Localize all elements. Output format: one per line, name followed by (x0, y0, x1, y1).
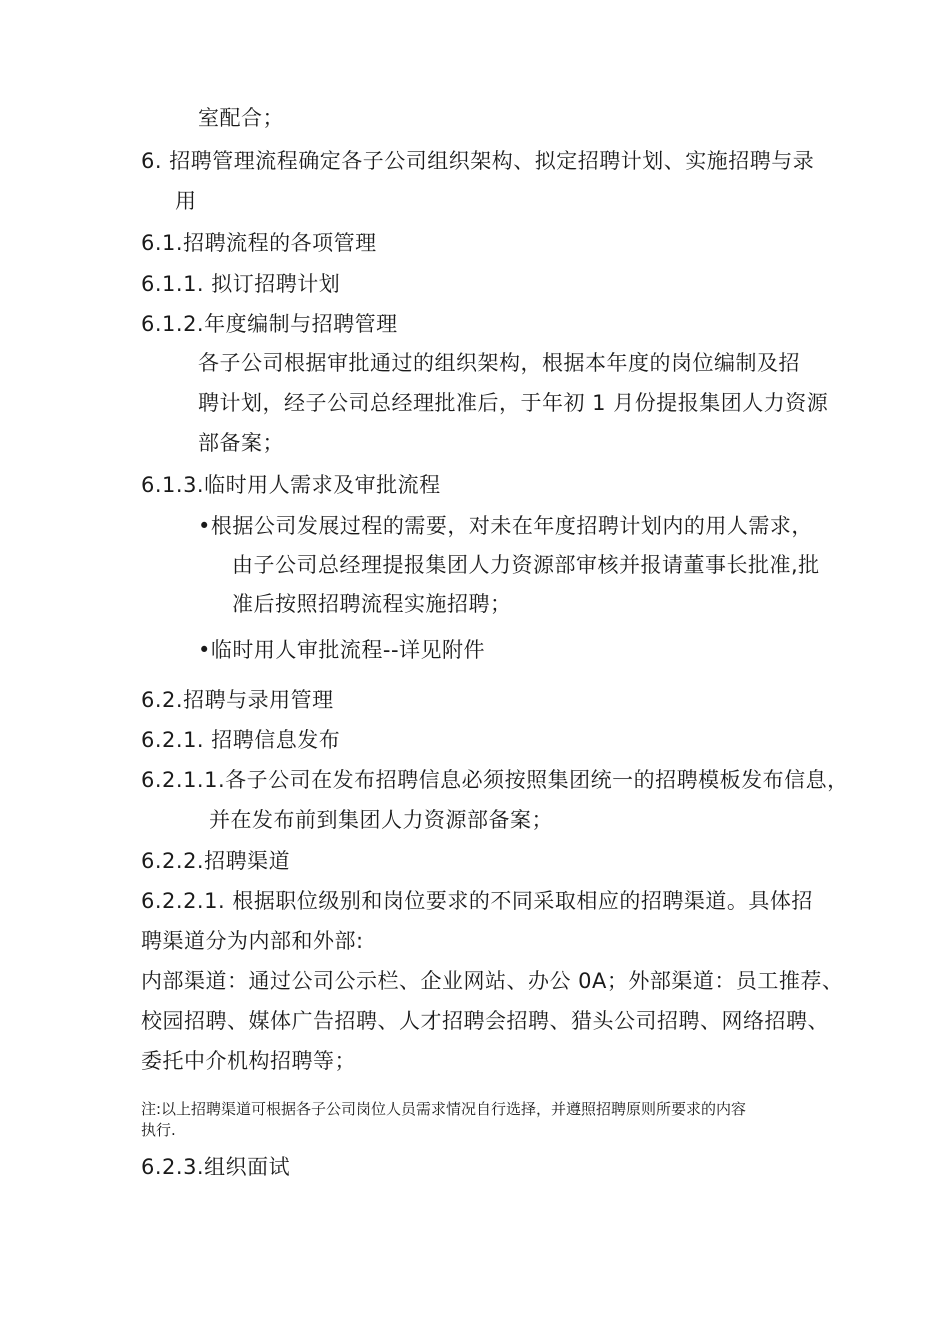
text-line: 6.2.1.1.各子公司在发布招聘信息必须按照集团统一的招聘模板发布信息， (141, 768, 849, 792)
section-heading: 6.2.3.组织面试 (141, 1155, 291, 1179)
text-line: 各子公司根据审批通过的组织架构，根据本年度的岗位编制及招 (198, 351, 800, 375)
section-heading: 6.2.1. 招聘信息发布 (141, 728, 341, 752)
bullet-item: •临时用人审批流程--详见附件 (198, 638, 486, 662)
text-line: 委托中介机构招聘等； (141, 1049, 356, 1073)
text-line: 聘计划，经子公司总经理批准后，于年初 1 月份提报集团人力资源 (198, 391, 829, 415)
text-line: 内部渠道：通过公司公示栏、企业网站、办公 0A；外部渠道：员工推荐、 (141, 969, 844, 993)
text-line: 由子公司总经理提报集团人力资源部审核并报请董事长批准,批 (232, 553, 820, 577)
section-heading: 6.1.2.年度编制与招聘管理 (141, 312, 398, 336)
text-line: 室配合； (198, 106, 284, 130)
note-text: 注:以上招聘渠道可根据各子公司岗位人员需求情况自行选择，并遵照招聘原则所要求的内容 (141, 1100, 747, 1118)
section-heading: 6.1.3.临时用人需求及审批流程 (141, 473, 441, 497)
text-line: 并在发布前到集团人力资源部备案； (209, 808, 553, 832)
section-heading: 6.2.招聘与录用管理 (141, 688, 334, 712)
text-line: 准后按照招聘流程实施招聘； (232, 592, 512, 616)
text-line: 校园招聘、媒体广告招聘、人才招聘会招聘、猎头公司招聘、网络招聘、 (141, 1009, 829, 1033)
text-line: 部备案； (198, 431, 284, 455)
section-heading: 6. 招聘管理流程确定各子公司组织架构、拟定招聘计划、实施招聘与录 (141, 149, 815, 173)
text-line: 6.2.2.1. 根据职位级别和岗位要求的不同采取相应的招聘渠道。具体招 (141, 889, 813, 913)
text-line: 聘渠道分为内部和外部: (141, 929, 364, 953)
bullet-item: •根据公司发展过程的需要，对未在年度招聘计划内的用人需求， (198, 514, 813, 538)
note-text: 执行. (141, 1121, 176, 1139)
section-heading: 6.1.招聘流程的各项管理 (141, 231, 377, 255)
text-line: 用 (175, 189, 197, 213)
section-heading: 6.1.1. 拟订招聘计划 (141, 272, 341, 296)
section-heading: 6.2.2.招聘渠道 (141, 849, 291, 873)
